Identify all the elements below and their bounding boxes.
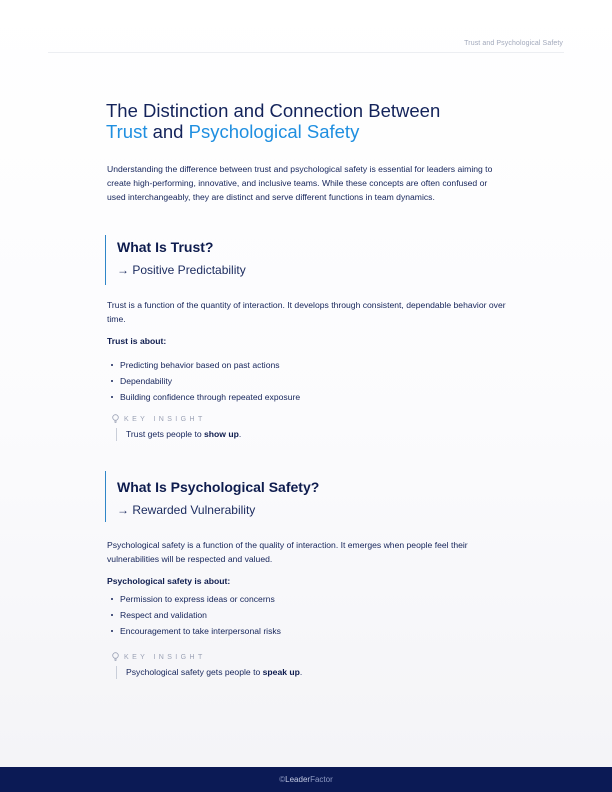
header-divider xyxy=(48,52,564,53)
intro-paragraph: Understanding the difference between trust and psychological safety is essential for leaders aiming to create high-performing, innovative, and inclusive teams. While these concepts are often confused or used interchangeably, they are distinct and serve different functions in team dynamics. xyxy=(107,164,493,202)
section-trust-heading-block xyxy=(105,235,246,285)
page-title-psych-safety: Psychological Safety xyxy=(188,121,360,142)
page-title-line1: The Distinction and Connection Between xyxy=(106,100,441,121)
copyright-symbol: © xyxy=(279,775,286,784)
section-subtitle: → Positive Predictability xyxy=(117,263,246,277)
insight-suffix: . xyxy=(299,667,303,677)
bullet-list xyxy=(107,357,300,405)
section-paragraph: Psychological safety is a function of the quality of interaction. It emerges when people feel their vulnerabilities will be respected and valued. xyxy=(107,540,468,564)
bullet-list xyxy=(107,591,281,639)
insight-suffix: . xyxy=(238,429,242,439)
brand-factor: Factor xyxy=(310,775,333,784)
lightbulb-icon xyxy=(112,414,119,424)
list-item: Permission to express ideas or concerns xyxy=(107,591,281,607)
list-item: Predicting behavior based on past actions xyxy=(107,357,300,373)
list-item: Encouragement to take interpersonal risks xyxy=(107,623,281,639)
brand-leader: Leader xyxy=(285,775,311,784)
list-item: Respect and validation xyxy=(107,607,281,623)
about-label: Psychological safety is about: xyxy=(107,576,231,586)
list-item: Building confidence through repeated exposure xyxy=(107,389,300,405)
list-item: Dependability xyxy=(107,373,300,389)
page-title-trust: Trust xyxy=(106,121,148,142)
insight-emphasis: show up xyxy=(204,429,239,439)
insight-statement xyxy=(116,428,241,441)
insight-emphasis: speak up xyxy=(262,667,300,677)
key-insight-label xyxy=(112,414,206,424)
section-subtitle: → Rewarded Vulnerability xyxy=(117,503,256,517)
lightbulb-icon xyxy=(112,652,119,662)
section-title: What Is Psychological Safety? xyxy=(117,479,320,495)
page-title xyxy=(106,100,526,142)
page-title-and: and xyxy=(147,121,189,142)
section-title: What Is Trust? xyxy=(117,239,214,255)
key-insight-label xyxy=(112,652,206,662)
insight-prefix: Trust gets people to xyxy=(126,429,205,439)
key-insight-text: KEY INSIGHT xyxy=(124,653,206,661)
footer-brand xyxy=(0,775,612,784)
about-label: Trust is about: xyxy=(107,336,167,346)
key-insight-text: KEY INSIGHT xyxy=(124,415,206,423)
running-header: Trust and Psychological Safety xyxy=(464,40,563,47)
insight-prefix: Psychological safety gets people to xyxy=(126,667,263,677)
section-paragraph: Trust is a function of the quantity of interaction. It develops through consistent, dependable behavior over time. xyxy=(107,300,506,324)
insight-statement xyxy=(116,666,302,679)
footer-bar xyxy=(0,767,612,792)
section-psych-safety-heading-block xyxy=(105,471,319,522)
